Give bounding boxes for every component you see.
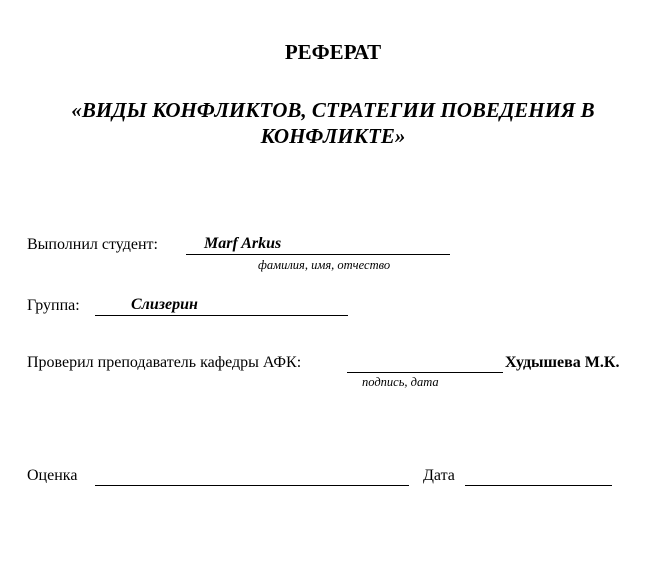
student-underline (186, 254, 450, 255)
grade-label: Оценка (27, 467, 78, 484)
student-label: Выполнил студент: (27, 236, 158, 253)
document-title: РЕФЕРАТ (284, 40, 382, 64)
date-label: Дата (423, 467, 455, 484)
date-underline (465, 485, 612, 486)
topic-line-1: «ВИДЫ КОНФЛИКТОВ, СТРАТЕГИИ ПОВЕДЕНИЯ В (71, 98, 595, 122)
reviewer-name: Худышева М.К. (505, 354, 620, 371)
student-hint: фамилия, имя, отчество (258, 258, 391, 272)
reviewer-hint: подпись, дата (362, 375, 439, 389)
reviewer-signature-underline (347, 372, 503, 373)
group-label: Группа: (27, 297, 80, 314)
topic-line-2: КОНФЛИКТЕ» (260, 124, 406, 148)
group-underline (95, 315, 348, 316)
student-name-value: Marf Arkus (204, 235, 282, 252)
grade-underline (95, 485, 409, 486)
reviewer-label: Проверил преподаватель кафедры АФК: (27, 354, 302, 371)
group-value: Слизерин (131, 296, 198, 313)
